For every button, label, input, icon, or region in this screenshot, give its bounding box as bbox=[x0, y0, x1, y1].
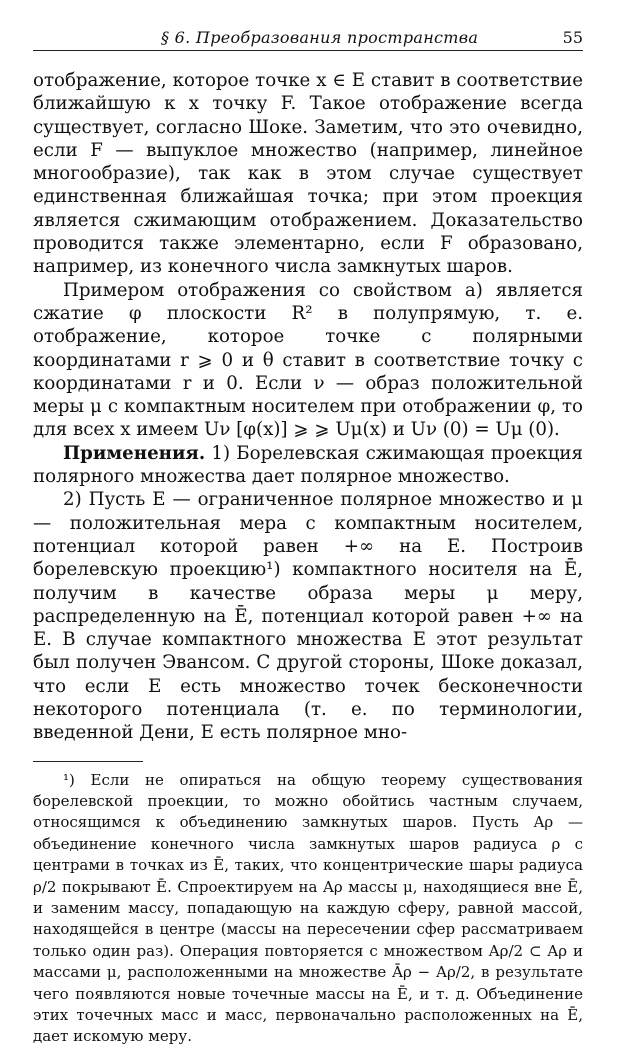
paragraph-3-text: 1) Борелевская сжимающая проекция полярного множества дает полярное множество. bbox=[33, 442, 583, 488]
footnote-divider bbox=[33, 761, 143, 762]
main-text bbox=[33, 69, 583, 745]
paragraph-4: 2) Пусть E — ограниченное полярное множество и μ — положительная мера с компактным носителем, потенциал которой равен +∞ на E. Построив борелевскую проекцию¹) компактного носителя на Ē, получим в качестве образа меры μ меру, распределенную на Ē, потенциал которой равен +∞ на E. В случае компактного множества E этот результат был получен Эвансом. С другой стороны, Шоке доказал, что если E есть множество точек бесконечности некоторого потенциала (т. е. по терминологии, введенной Дени, E есть полярное мно- bbox=[33, 489, 583, 744]
book-page bbox=[33, 28, 583, 1063]
footnote: ¹) Если не опираться на общую теорему существования борелевской проекции, то можно обойтись частным случаем, относящимся к объединению замкнутых шаров. Пусть Aρ — объединение конечного числа замкнутых шаров радиуса ρ с центрами в точках из Ē, таких, что концентрические шары радиуса ρ/2 покрывают Ē. Спроектируем на Aρ массы μ, находящиеся вне Ē, и заменим массу, попадающую на каждую сферу, равной массой, находящейся в центре (массы на пересечении сфер рассматриваем только один раз). Операция повторяется с множеством Aρ/2 ⊂ Aρ и массами μ, расположенными на множестве Āρ − Aρ/2, в результате чего появляются новые точечные массы на Ē, и т. д. Объединение этих точечных масс и масс, первоначально расположенных на Ē, дает искомую меру. bbox=[33, 770, 583, 1046]
page-header bbox=[33, 28, 583, 51]
applications-heading: Применения. bbox=[63, 442, 206, 464]
page-number: 55 bbox=[562, 28, 583, 47]
running-title: § 6. Преобразования пространства bbox=[161, 28, 479, 47]
paragraph-1: отображение, которое точке x ∈ E ставит в соответствие ближайшую к x точку F. Такое отображение всегда существует, согласно Шоке. Заметим, что это очевидно, если F — выпуклое множество (например, линейное многообразие), так как в этом случае существует единственная ближайшая точка; при этом проекция является сжимающим отображением. Доказательство проводится также элементарно, если F образовано, например, из конечного числа замкнутых шаров. bbox=[33, 70, 583, 278]
paragraph-2: Примером отображения со свойством а) является сжатие φ плоскости R² в полупрямую, т. е. отображение, которое точке с полярными координатами r ⩾ 0 и θ ставит в соответствие точку с координатами r и 0. Если ν — образ положительной меры μ с компактным носителем при отображении φ, то для всех x имеем Uν [φ(x)] ⩾ ⩾ Uμ(x) и Uν (0) = Uμ (0). bbox=[33, 279, 583, 441]
paragraph-3 bbox=[33, 442, 583, 489]
